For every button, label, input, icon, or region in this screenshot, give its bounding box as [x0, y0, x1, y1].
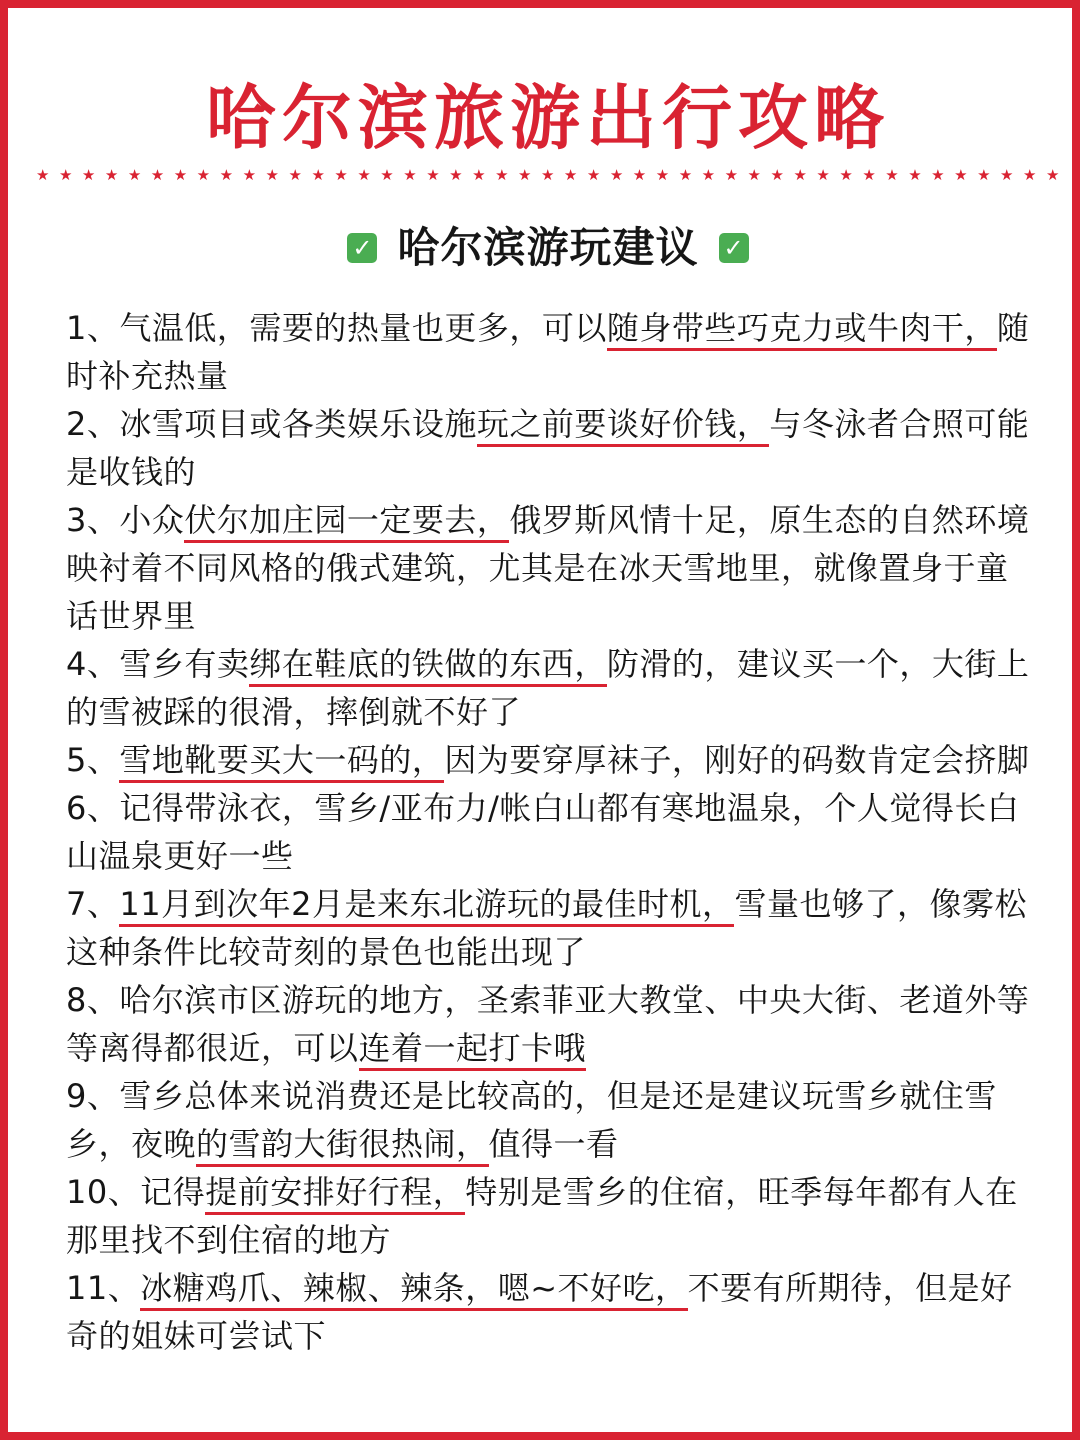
star-icon: ★	[1000, 166, 1014, 184]
star-icon: ★	[265, 166, 279, 184]
tip-text: 防滑的，建议买一个，大街上的雪被踩的很滑，摔倒就不好了	[66, 645, 1030, 731]
star-icon: ★	[816, 166, 830, 184]
star-icon: ★	[747, 166, 761, 184]
tip-text: 7、	[66, 885, 120, 923]
tip-highlight: 伏尔加庄园一定要去，	[184, 501, 509, 543]
tip-highlight: 随身带些巧克力或牛肉干，	[607, 309, 997, 351]
subtitle-row	[8, 218, 1080, 278]
tip-highlight: 的雪韵大街很热闹，	[196, 1125, 489, 1167]
star-icon: ★	[1045, 166, 1060, 184]
tip-text: 5、	[66, 741, 120, 779]
tip-text: 与冬泳者合照可能是收钱的	[66, 405, 1030, 491]
tip-text: 俄罗斯风情十足，原生态的自然环境映衬着不同风格的俄式建筑，尤其是在冰天雪地里，就像置身于童话世界里	[66, 501, 1030, 635]
tips-list	[66, 304, 1036, 1360]
star-icon: ★	[908, 166, 922, 184]
tip-highlight: 11月到次年2月是来东北游玩的最佳时机，	[119, 885, 734, 927]
star-icon: ★	[472, 166, 486, 184]
star-divider	[36, 160, 1060, 190]
tip-item	[66, 400, 1036, 496]
tip-item	[66, 976, 1036, 1072]
tip-text: 特别是雪乡的住宿，旺季每年都有人在那里找不到住宿的地方	[66, 1173, 1018, 1259]
tip-item	[66, 496, 1036, 640]
tip-item	[66, 736, 1036, 784]
star-icon: ★	[196, 166, 211, 184]
tip-item	[66, 1072, 1036, 1168]
star-icon: ★	[242, 166, 257, 184]
star-icon: ★	[1022, 166, 1037, 184]
tip-text: 2、冰雪项目或各类娱乐设施	[66, 405, 477, 443]
tip-highlight: 绑在鞋底的铁做的东西，	[249, 645, 607, 687]
star-icon: ★	[81, 166, 96, 184]
star-icon: ★	[36, 166, 50, 184]
star-icon: ★	[977, 166, 991, 184]
star-icon: ★	[839, 166, 853, 184]
check-icon: ✓	[719, 233, 749, 263]
star-icon: ★	[770, 166, 784, 184]
star-icon: ★	[931, 166, 945, 184]
tip-text: 值得一看	[488, 1125, 619, 1163]
star-icon: ★	[150, 166, 165, 184]
tip-text: 不要有所期待，但是好奇的姐妹可尝试下	[66, 1269, 1013, 1355]
page-title: 哈尔滨旅游出行攻略	[206, 77, 890, 159]
star-icon: ★	[380, 166, 394, 184]
star-icon: ★	[586, 166, 601, 184]
star-icon: ★	[632, 166, 647, 184]
star-icon: ★	[288, 166, 302, 184]
tip-text: 随时补充热量	[66, 309, 1030, 395]
star-icon: ★	[793, 166, 807, 184]
star-icon: ★	[563, 166, 578, 184]
tip-text: 6、记得带泳衣，雪乡/亚布力/帐白山都有寒地温泉，个人觉得长白山温泉更好一些	[66, 789, 1020, 875]
star-icon: ★	[311, 166, 325, 184]
tip-item	[66, 1264, 1036, 1360]
star-icon: ★	[357, 166, 371, 184]
tip-text: 因为要穿厚袜子，刚好的码数肯定会挤脚	[444, 741, 1030, 779]
tip-text: 3、小众	[66, 501, 185, 539]
tip-item	[66, 1168, 1036, 1264]
star-icon: ★	[495, 166, 509, 184]
star-icon: ★	[885, 166, 899, 184]
tip-text: 10、记得	[66, 1173, 206, 1211]
tip-text: 9、雪乡总体来说消费还是比较高的，但是还是建议玩雪乡就住雪乡，夜晚	[66, 1077, 997, 1163]
tip-highlight: 玩之前要谈好价钱，	[477, 405, 770, 447]
star-icon: ★	[540, 166, 555, 184]
section-subtitle: 哈尔滨游玩建议	[397, 223, 699, 272]
star-icon: ★	[518, 166, 532, 184]
tip-text: 11、	[66, 1269, 141, 1307]
tip-highlight: 连着一起打卡哦	[359, 1029, 587, 1071]
tip-item	[66, 880, 1036, 976]
star-icon: ★	[609, 166, 624, 184]
tip-item	[66, 640, 1036, 736]
star-icon: ★	[173, 166, 188, 184]
star-icon: ★	[954, 166, 968, 184]
star-icon: ★	[403, 166, 417, 184]
tip-highlight: 冰糖鸡爪、辣椒、辣条，嗯~不好吃，	[140, 1269, 687, 1311]
tip-highlight: 提前安排好行程，	[205, 1173, 465, 1215]
tip-text: 雪量也够了，像雾松这种条件比较苛刻的景色也能出现了	[66, 885, 1027, 971]
star-icon: ★	[655, 166, 670, 184]
star-icon: ★	[334, 166, 348, 184]
tip-text: 1、气温低，需要的热量也更多，可以	[66, 309, 607, 347]
tip-item	[66, 784, 1036, 880]
star-icon: ★	[724, 166, 739, 184]
tip-text: 4、雪乡有卖	[66, 645, 250, 683]
star-icon: ★	[104, 166, 119, 184]
star-icon: ★	[426, 166, 440, 184]
star-icon: ★	[219, 166, 234, 184]
star-icon: ★	[678, 166, 693, 184]
tip-item	[66, 304, 1036, 400]
star-icon: ★	[58, 166, 73, 184]
check-icon: ✓	[347, 233, 377, 263]
tip-highlight: 雪地靴要买大一码的，	[119, 741, 444, 783]
tip-text: 8、哈尔滨市区游玩的地方，圣索菲亚大教堂、中央大街、老道外等等离得都很近，可以	[66, 981, 1030, 1067]
star-icon: ★	[127, 166, 142, 184]
star-icon: ★	[449, 166, 463, 184]
star-icon: ★	[862, 166, 876, 184]
star-icon: ★	[701, 166, 716, 184]
